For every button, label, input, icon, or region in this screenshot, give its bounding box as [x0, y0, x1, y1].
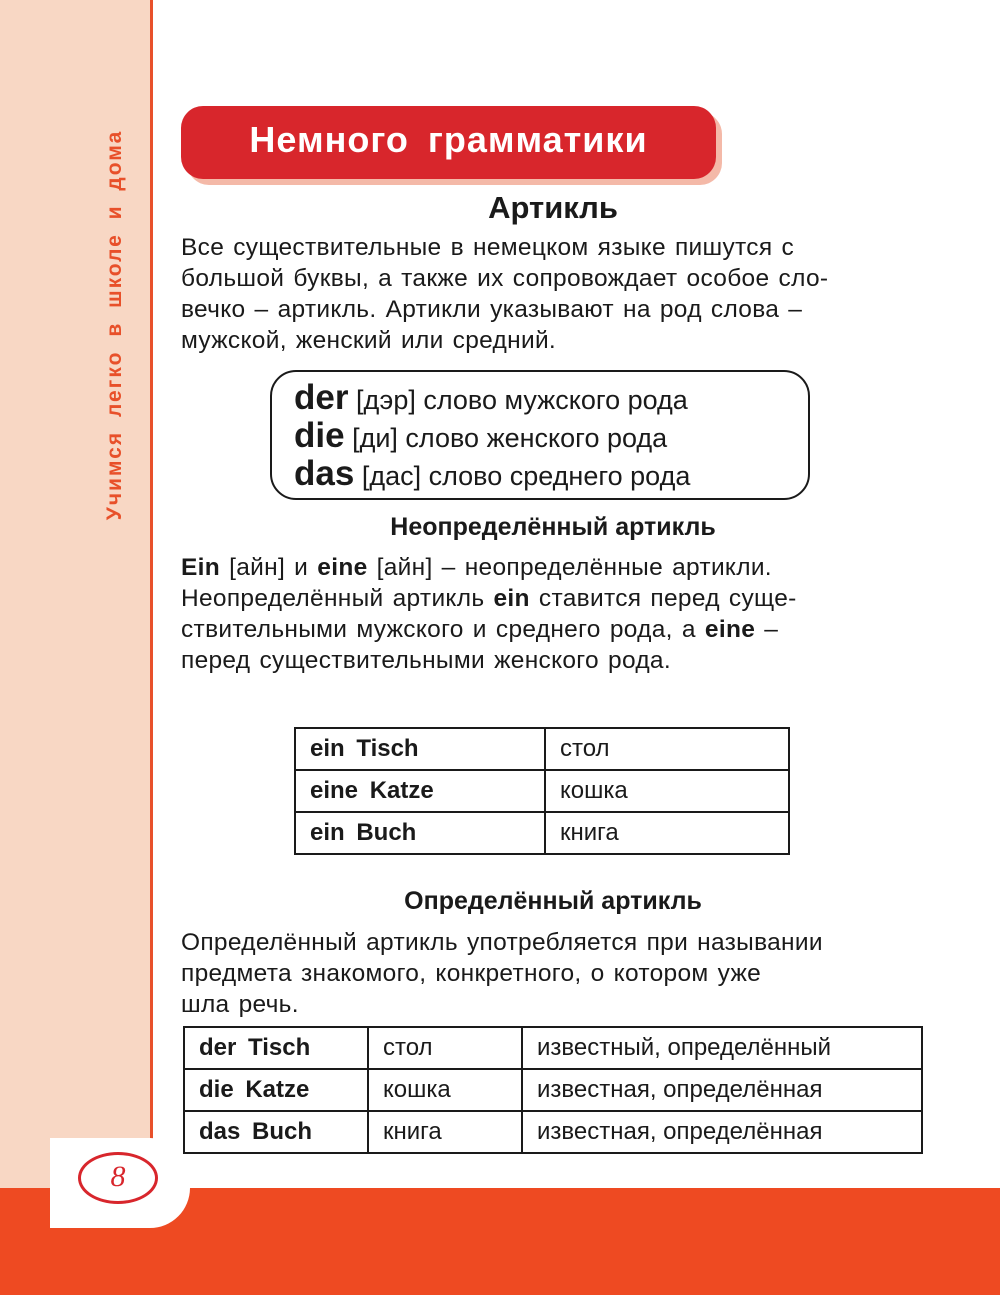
russian-word: книга [545, 812, 789, 854]
indefinite-paragraph [181, 552, 925, 676]
term: ein [493, 585, 530, 612]
article-line [294, 380, 808, 418]
article-word: der [294, 378, 349, 417]
russian-word: книга [368, 1111, 522, 1153]
text-line: большой буквы, а также их сопровождает особое сло- [181, 265, 829, 292]
german-word: ein Tisch [295, 728, 545, 770]
side-margin-rule [150, 0, 153, 1295]
heading-indefinite: Неопределённый артикль [390, 513, 716, 541]
article-word: die [294, 416, 345, 455]
russian-word: стол [368, 1027, 522, 1069]
german-word: eine Katze [295, 770, 545, 812]
article-line [294, 456, 808, 494]
heading-definite: Определённый артикль [404, 887, 702, 915]
table-row [295, 728, 789, 770]
meaning: известная, определённая [522, 1111, 922, 1153]
definite-paragraph [181, 927, 925, 1020]
russian-word: стол [545, 728, 789, 770]
term: eine [704, 616, 756, 643]
term: eine [317, 554, 368, 581]
section-banner: Немного грамматики [181, 106, 716, 179]
definite-table [183, 1026, 923, 1154]
heading-article: Артикль [488, 190, 618, 225]
text-line: ствительными мужского и среднего рода, а eine – [181, 616, 779, 643]
article-description: [ди] слово женского рода [352, 423, 668, 453]
table-row [184, 1027, 922, 1069]
meaning: известная, определённая [522, 1069, 922, 1111]
article-line [294, 418, 808, 456]
articles-box [270, 370, 810, 500]
article-description: [дэр] слово мужского рода [355, 385, 688, 415]
text-line: шла речь. [181, 991, 299, 1018]
text-line: Неопределённый артикль ein ставится перед суще- [181, 585, 797, 612]
table-row [295, 770, 789, 812]
running-title: Учимся легко в школе и дома [103, 129, 126, 521]
text-line: мужской, женский или средний. [181, 327, 557, 354]
russian-word: кошка [545, 770, 789, 812]
german-word: ein Buch [295, 812, 545, 854]
table-row [184, 1111, 922, 1153]
russian-word: кошка [368, 1069, 522, 1111]
meaning: известный, определённый [522, 1027, 922, 1069]
page-number: 8 [78, 1152, 158, 1204]
german-word: der Tisch [184, 1027, 368, 1069]
table-row [295, 812, 789, 854]
term: Ein [181, 554, 221, 581]
side-margin [0, 0, 152, 1295]
text-line: Все существительные в немецком языке пишутся с [181, 234, 795, 261]
text-line: предмета знакомого, конкретного, о котором уже [181, 960, 762, 987]
text-line: перед существительными женского рода. [181, 647, 671, 674]
table-row [184, 1069, 922, 1111]
indefinite-table [294, 727, 790, 855]
text-line: вечко – артикль. Артикли указывают на род слова – [181, 296, 803, 323]
text-line: Определённый артикль употребляется при назывании [181, 929, 823, 956]
article-paragraph [181, 232, 925, 356]
german-word: die Katze [184, 1069, 368, 1111]
text-line: Ein [айн] и eine [айн] – неопределённые артикли. [181, 554, 772, 581]
german-word: das Buch [184, 1111, 368, 1153]
article-word: das [294, 454, 355, 493]
article-description: [дас] слово среднего рода [361, 461, 691, 491]
